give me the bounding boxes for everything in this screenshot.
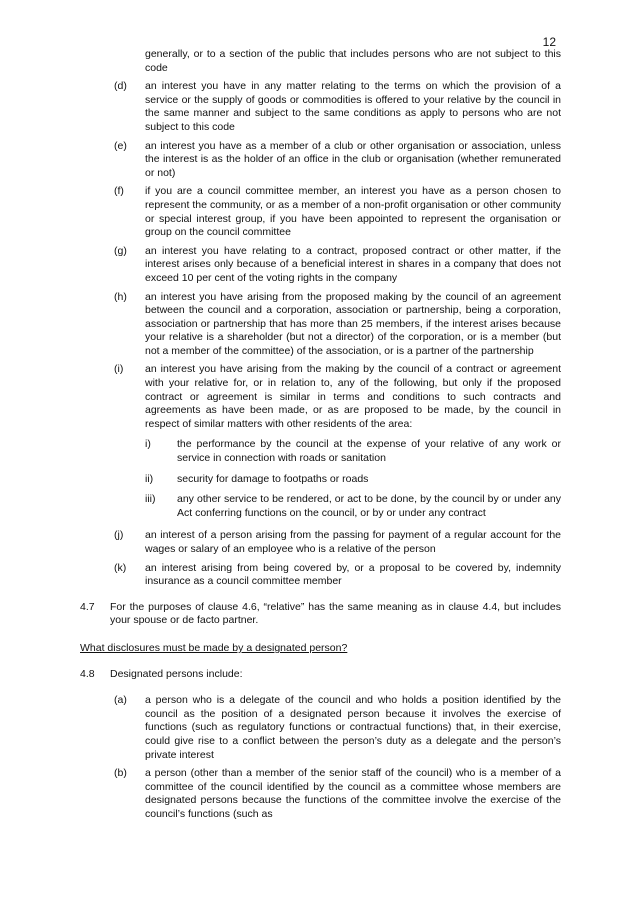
item-text: an interest of a person arising from the passing for payment of a regular account for the wages or salary of an employee who is a relative of the person: [145, 529, 561, 555]
clause-4-8: [80, 668, 561, 682]
item-label: (i): [114, 363, 124, 376]
clause-text: For the purposes of clause 4.6, “relative” has the same meaning as in clause 4.4, but includes your spouse or de facto partner.: [110, 600, 561, 627]
list-item-b: [80, 767, 561, 821]
sub-item-text: any other service to be rendered, or act to be done, by the council by or under any Act conferring functions on the council, or by or under any contract: [177, 493, 561, 519]
item-text: an interest you have relating to a contract, proposed contract or other matter, if the interest arises only because of a beneficial interest in shares in a company that does not exceed 10 per cent of the voting rights in the company: [145, 244, 561, 284]
clause-number: 4.8: [80, 667, 95, 680]
page-number: 12: [542, 35, 556, 49]
list-item-i: [80, 363, 561, 524]
list-item-g: [80, 245, 561, 286]
sub-item-label: i): [145, 438, 151, 451]
item-label: (a): [114, 694, 127, 707]
clause-4-7: [80, 601, 561, 628]
list-item-f: [80, 185, 561, 239]
item-text: a person (other than a member of the senior staff of the council) who is a member of a committee of the council identified by the council as a committee whose members are designated persons because the functions of the committee involve the exercise of the council’s functions (such as: [145, 767, 561, 820]
item-text: if you are a council committee member, an interest you have as a person chosen to represent the community, or as a member of a non-profit organisation or other community or special interest group, if you have been appointed to represent the organisation or group on the council committee: [145, 185, 561, 239]
sub-item-ii: [145, 473, 561, 487]
sub-item-label: iii): [145, 493, 156, 506]
sub-list: [145, 438, 561, 520]
item-body: [145, 363, 561, 524]
list-item-e: [80, 140, 561, 181]
item-text: an interest you have arising from the making by the council of a contract or agreement with your relative for, or in relation to, any of the following, but only if the proposed contract or agreement is similar in terms and conditions to such contracts and agreements as have been made, or as are proposed to be made, by the council in respect of similar matters with other residents of the area:: [145, 363, 561, 430]
item-text: an interest arising from being covered by, or a proposal to be covered by, indemnity insurance as a council committee member: [145, 561, 561, 588]
item-label: (g): [114, 244, 127, 257]
clause-text: Designated persons include:: [110, 667, 243, 680]
intro-paragraph: generally, or to a section of the public that includes persons who are not subject to this code: [145, 48, 561, 74]
item-label: (f): [114, 185, 124, 198]
sub-item-label: ii): [145, 472, 154, 485]
item-label: (k): [114, 561, 127, 574]
sub-item-iii: [145, 493, 561, 520]
item-label: (b): [114, 767, 127, 780]
item-text: a person who is a delegate of the council and who holds a position identified by the council as the position of a designated person because it involves the exercise of functions (such as regulatory functions or contractual functions) that, in their exercise, could give rise to a conflict between the person’s duty as a delegate and the person’s private interest: [145, 694, 561, 761]
item-text: an interest you have in any matter relating to the terms on which the provision of a service or the supply of goods or commodities is offered to your relative by the council in the same manner and subject to the same conditions as apply to persons who are not subject to this code: [145, 80, 561, 133]
list-item-h: [80, 291, 561, 359]
item-label: (j): [114, 529, 124, 542]
sub-item-text: the performance by the council at the expense of your relative of any work or service in connection with roads or sanitation: [177, 438, 561, 465]
sub-item-i: [145, 438, 561, 465]
item-text: an interest you have arising from the proposed making by the council of an agreement between the council and a corporation, association or partnership, being a corporation, association or partnership that has more than 25 members, if the interest arises because your relative is a shareholder (but not a director) of the corporation, or is a member (but not a member of the committee) of the association, or is a partner of the partnership: [145, 290, 561, 357]
interest-list: [80, 80, 561, 589]
list-item-k: [80, 562, 561, 589]
list-item-j: [80, 529, 561, 556]
clause-number: 4.7: [80, 600, 95, 613]
section-heading: What disclosures must be made by a designated person?: [80, 641, 348, 654]
item-text: an interest you have as a member of a club or other organisation or association, unless the interest is as the holder of an office in the club or organisation (whether remunerated or not): [145, 139, 561, 179]
list-item-d: [80, 80, 561, 134]
item-label: (e): [114, 139, 127, 152]
item-label: (h): [114, 290, 127, 303]
list-item-a: [80, 694, 561, 762]
sub-item-text: security for damage to footpaths or roads: [177, 472, 369, 485]
item-label: (d): [114, 80, 127, 93]
designated-persons-list: [80, 694, 561, 821]
page-content: [80, 48, 561, 822]
